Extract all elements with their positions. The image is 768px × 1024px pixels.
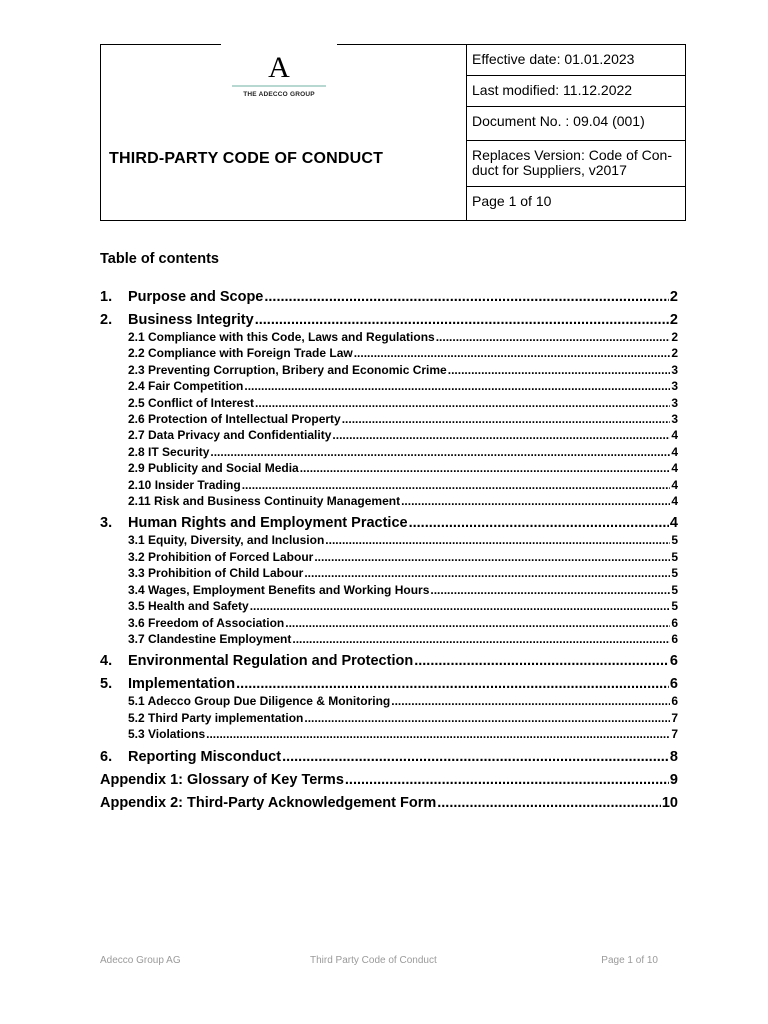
toc-page-number: 7 bbox=[671, 727, 678, 742]
toc-subsection[interactable] bbox=[100, 444, 678, 460]
toc-dot-leader bbox=[255, 395, 670, 411]
page-indicator: Page 1 of 10 bbox=[472, 193, 552, 209]
effective-date: Effective date: 01.01.2023 bbox=[466, 45, 685, 76]
toc-subsection[interactable] bbox=[100, 710, 678, 726]
toc-page-number: 7 bbox=[671, 710, 678, 725]
toc-appendix[interactable] bbox=[100, 795, 678, 812]
logo-mark: A bbox=[268, 51, 290, 84]
toc-entry-label bbox=[128, 631, 291, 647]
toc-entry-text: 2.5 Conflict of Interest bbox=[128, 395, 255, 410]
toc-entry-text: 3.1 Equity, Diversity, and Inclusion bbox=[128, 533, 325, 548]
toc-entry-text: Environmental Regulation and Protection bbox=[128, 653, 414, 670]
toc-page-number: 2 bbox=[669, 289, 678, 305]
toc-entry-label bbox=[100, 772, 344, 789]
replaces-version: Replaces Version: Code of Con-duct for Suppliers, v2017 bbox=[466, 141, 685, 187]
toc-entry-number: 3. bbox=[100, 515, 113, 532]
toc-dot-leader bbox=[436, 329, 671, 345]
toc-dot-leader bbox=[430, 582, 670, 598]
toc-entry-label bbox=[128, 615, 284, 631]
toc-entry-label bbox=[128, 693, 390, 709]
toc-entry-text: 2.6 Protection of Intellectual Property bbox=[128, 412, 341, 427]
toc-entry-label bbox=[100, 749, 281, 766]
toc-section[interactable] bbox=[100, 289, 678, 306]
footer-company: Adecco Group AG bbox=[100, 955, 181, 966]
toc-entry-label bbox=[128, 532, 324, 548]
toc-entry-label bbox=[100, 653, 413, 670]
toc-entry-number: 5. bbox=[100, 676, 113, 693]
table-of-contents bbox=[100, 283, 678, 812]
toc-subsection[interactable] bbox=[100, 549, 678, 565]
toc-dot-leader bbox=[391, 693, 670, 709]
toc-page-number: 2 bbox=[669, 312, 678, 328]
toc-entry-text: 3.6 Freedom of Association bbox=[128, 615, 285, 630]
toc-page-number: 5 bbox=[671, 566, 678, 581]
toc-page-number: 6 bbox=[671, 615, 678, 630]
toc-dot-leader bbox=[285, 615, 670, 631]
toc-subsection[interactable] bbox=[100, 532, 678, 548]
toc-entry-text: 5.3 Violations bbox=[128, 727, 206, 742]
toc-subsection[interactable] bbox=[100, 411, 678, 427]
toc-entry-number: 2. bbox=[100, 312, 113, 328]
toc-entry-label bbox=[128, 565, 303, 581]
toc-entry-text: 3.3 Prohibition of Child Labour bbox=[128, 566, 304, 581]
toc-dot-leader bbox=[304, 710, 670, 726]
toc-dot-leader bbox=[244, 378, 670, 394]
toc-entry-text: Reporting Misconduct bbox=[128, 748, 282, 765]
toc-entry-text: 5.1 Adecco Group Due Diligence & Monitoring bbox=[128, 694, 391, 709]
toc-dot-leader bbox=[242, 477, 671, 493]
toc-dot-leader bbox=[282, 749, 669, 766]
toc-entry-text: 2.1 Compliance with this Code, Laws and Regulations bbox=[128, 330, 435, 344]
toc-subsection[interactable] bbox=[100, 378, 678, 394]
toc-dot-leader bbox=[210, 444, 670, 460]
toc-page-number: 6 bbox=[669, 653, 678, 670]
toc-page-number: 5 bbox=[671, 582, 678, 597]
toc-entry-label bbox=[128, 598, 249, 614]
toc-page-number: 4 bbox=[671, 477, 678, 492]
toc-entry-label bbox=[128, 427, 331, 443]
toc-entry-text: 2.8 IT Security bbox=[128, 444, 210, 459]
document-header-table bbox=[100, 44, 686, 221]
toc-page-number: 9 bbox=[669, 771, 678, 788]
toc-entry-label bbox=[128, 549, 313, 565]
logo-underline bbox=[232, 85, 326, 87]
toc-entry-number: 4. bbox=[100, 653, 113, 670]
toc-dot-leader bbox=[354, 345, 671, 361]
toc-dot-leader bbox=[437, 795, 661, 812]
toc-entry-label bbox=[100, 312, 254, 329]
toc-page-number: 2 bbox=[671, 330, 678, 344]
toc-page-number: 3 bbox=[671, 395, 678, 410]
toc-page-number: 6 bbox=[671, 631, 678, 646]
toc-entry-label bbox=[128, 395, 254, 411]
logo-text: THE ADECCO GROUP bbox=[243, 91, 315, 98]
toc-entry-label bbox=[128, 345, 353, 361]
toc-subsection[interactable] bbox=[100, 693, 678, 709]
toc-entry-number: 6. bbox=[100, 748, 113, 765]
toc-heading: Table of contents bbox=[100, 251, 219, 267]
toc-entry-text: Business Integrity bbox=[128, 312, 254, 328]
toc-page-number: 4 bbox=[671, 428, 678, 443]
toc-section[interactable] bbox=[100, 676, 678, 693]
toc-dot-leader bbox=[304, 565, 670, 581]
toc-entry-label bbox=[100, 795, 436, 812]
toc-subsection[interactable] bbox=[100, 395, 678, 411]
toc-page-number: 6 bbox=[669, 676, 678, 693]
toc-subsection[interactable] bbox=[100, 565, 678, 581]
toc-page-number: 4 bbox=[671, 461, 678, 476]
toc-entry-text: Human Rights and Employment Practice bbox=[128, 515, 408, 532]
toc-entry-label bbox=[100, 515, 408, 532]
toc-section[interactable] bbox=[100, 749, 678, 766]
toc-subsection[interactable] bbox=[100, 631, 678, 647]
toc-dot-leader bbox=[409, 515, 669, 532]
toc-section[interactable] bbox=[100, 653, 678, 670]
toc-dot-leader bbox=[236, 676, 669, 693]
toc-entry-label bbox=[128, 582, 429, 598]
header-title-cell bbox=[101, 45, 467, 220]
toc-subsection[interactable] bbox=[100, 460, 678, 476]
footer-document: Third Party Code of Conduct bbox=[310, 955, 437, 966]
toc-dot-leader bbox=[448, 362, 671, 378]
toc-dot-leader bbox=[314, 549, 670, 565]
toc-entry-text: 2.3 Preventing Corruption, Bribery and Economic Crime bbox=[128, 362, 447, 377]
toc-dot-leader bbox=[300, 460, 671, 476]
toc-page-number: 5 bbox=[671, 533, 678, 548]
toc-entry-text: 3.4 Wages, Employment Benefits and Working Hours bbox=[128, 582, 430, 597]
toc-entry-text: Purpose and Scope bbox=[128, 289, 264, 305]
toc-subsection[interactable] bbox=[100, 329, 678, 345]
footer-page: Page 1 of 10 bbox=[601, 955, 658, 966]
toc-entry-text: 3.7 Clandestine Employment bbox=[128, 631, 292, 646]
toc-subsection[interactable] bbox=[100, 493, 678, 509]
toc-dot-leader bbox=[292, 631, 670, 647]
toc-page-number: 10 bbox=[661, 794, 678, 811]
toc-subsection[interactable] bbox=[100, 362, 678, 378]
toc-dot-leader bbox=[264, 289, 669, 306]
toc-entry-text: 2.9 Publicity and Social Media bbox=[128, 461, 299, 476]
header-meta-column bbox=[466, 45, 685, 220]
toc-entry-label bbox=[128, 726, 205, 742]
toc-subsection[interactable] bbox=[100, 582, 678, 598]
toc-dot-leader bbox=[206, 726, 670, 742]
toc-entry-text: Appendix 2: Third-Party Acknowledgement Form bbox=[100, 794, 437, 811]
toc-entry-text: 3.5 Health and Safety bbox=[128, 599, 249, 614]
toc-entry-number: 1. bbox=[100, 289, 113, 305]
toc-subsection[interactable] bbox=[100, 345, 678, 361]
toc-entry-text: 3.2 Prohibition of Forced Labour bbox=[128, 549, 314, 564]
toc-entry-text: 2.4 Fair Competition bbox=[128, 379, 244, 394]
toc-entry-label bbox=[128, 378, 243, 394]
toc-page-number: 3 bbox=[671, 362, 678, 377]
toc-subsection[interactable] bbox=[100, 477, 678, 493]
document-title: THIRD-PARTY CODE OF CONDUCT bbox=[109, 150, 384, 167]
toc-dot-leader bbox=[414, 653, 669, 670]
toc-section[interactable] bbox=[100, 515, 678, 532]
toc-entry-label bbox=[128, 493, 400, 509]
document-number: Document No. : 09.04 (001) bbox=[466, 107, 685, 141]
toc-entry-label bbox=[128, 477, 241, 493]
toc-page-number: 5 bbox=[671, 549, 678, 564]
toc-entry-label bbox=[100, 676, 235, 693]
toc-dot-leader bbox=[401, 493, 670, 509]
toc-dot-leader bbox=[255, 312, 669, 329]
toc-dot-leader bbox=[332, 427, 670, 443]
toc-appendix[interactable] bbox=[100, 772, 678, 789]
toc-page-number: 5 bbox=[671, 599, 678, 614]
toc-section[interactable] bbox=[100, 312, 678, 329]
toc-dot-leader bbox=[325, 532, 670, 548]
toc-entry-text: 2.7 Data Privacy and Confidentiality bbox=[128, 428, 332, 443]
toc-page-number: 3 bbox=[671, 379, 678, 394]
adecco-logo bbox=[221, 43, 337, 107]
last-modified: Last modified: 11.12.2022 bbox=[466, 76, 685, 107]
toc-page-number: 3 bbox=[671, 412, 678, 427]
toc-entry-text: 2.10 Insider Trading bbox=[128, 477, 241, 492]
toc-page-number: 8 bbox=[669, 748, 678, 765]
toc-entry-text: 2.11 Risk and Business Continuity Management bbox=[128, 494, 401, 509]
toc-subsection[interactable] bbox=[100, 598, 678, 614]
toc-subsection[interactable] bbox=[100, 726, 678, 742]
toc-dot-leader bbox=[342, 411, 671, 427]
toc-dot-leader bbox=[345, 772, 669, 789]
toc-page-number: 6 bbox=[671, 694, 678, 709]
toc-page-number: 4 bbox=[671, 444, 678, 459]
toc-entry-text: Appendix 1: Glossary of Key Terms bbox=[100, 771, 344, 788]
toc-dot-leader bbox=[250, 598, 671, 614]
toc-entry-label bbox=[128, 411, 341, 427]
toc-entry-label bbox=[128, 362, 447, 378]
toc-entry-label bbox=[128, 329, 435, 345]
toc-page-number: 4 bbox=[669, 515, 678, 532]
toc-page-number: 4 bbox=[671, 494, 678, 509]
toc-entry-label bbox=[128, 710, 303, 726]
toc-entry-label bbox=[128, 444, 209, 460]
toc-subsection[interactable] bbox=[100, 615, 678, 631]
toc-page-number: 2 bbox=[671, 346, 678, 361]
toc-entry-text: 5.2 Third Party implementation bbox=[128, 710, 304, 725]
toc-entry-label bbox=[100, 289, 263, 306]
toc-entry-text: Implementation bbox=[128, 676, 236, 693]
toc-subsection[interactable] bbox=[100, 427, 678, 443]
toc-entry-label bbox=[128, 460, 299, 476]
toc-entry-text: 2.2 Compliance with Foreign Trade Law bbox=[128, 346, 353, 361]
